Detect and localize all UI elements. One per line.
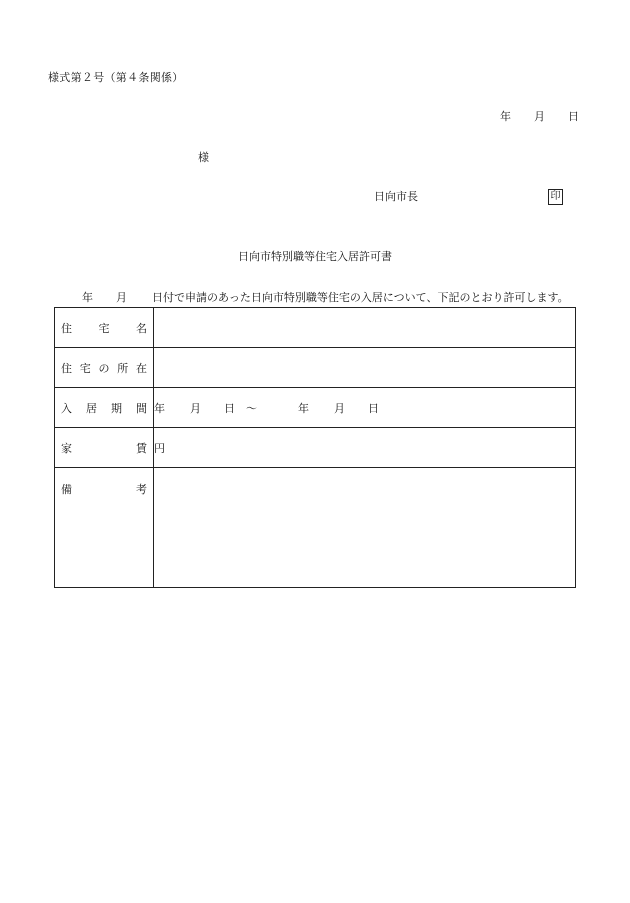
date-day-label: 日 [568,110,579,123]
table-row [55,428,576,468]
issuer-name: 日向市長 [374,190,418,203]
label-occupancy-period [55,388,154,428]
seal-mark: 印 [548,189,563,205]
label-char: 居 [86,401,97,415]
period-separator: ～ [246,401,257,415]
label-char: 宅 [79,361,91,375]
intro-month-label: 月 [116,291,127,304]
issue-date [500,111,579,122]
label-char: 住 [61,321,72,335]
document-title: 日向市特別職等住宅入居許可書 [238,250,392,263]
intro-sentence [82,292,569,303]
period-end-month: 月 [334,401,345,415]
label-remarks [55,468,154,588]
housing-name-field[interactable] [154,308,576,348]
label-char: 間 [136,401,147,415]
table-row [55,308,576,348]
label-char: 家 [61,441,72,455]
remarks-field[interactable] [154,468,576,588]
label-char: 期 [111,401,122,415]
table-row [55,348,576,388]
table-row [55,468,576,588]
label-char: の [98,361,110,375]
intro-year-label: 年 [82,291,93,304]
label-char: 住 [61,361,72,375]
label-char: 所 [117,361,129,375]
label-housing-location [55,348,154,388]
period-start-day: 日 [224,401,235,415]
label-char: 名 [136,321,147,335]
label-char: 考 [136,483,147,496]
permit-table [54,307,576,588]
label-char: 入 [61,401,72,415]
period-end-day: 日 [368,401,379,415]
label-rent [55,428,154,468]
addressee-suffix: 様 [198,151,209,164]
label-char: 宅 [98,321,110,335]
period-start-year: 年 [154,401,165,415]
label-char: 賃 [136,441,147,455]
form-number-label: 様式第２号（第４条関係） [48,71,184,84]
label-housing-name [55,308,154,348]
date-year-label: 年 [500,110,511,123]
period-end-year: 年 [298,401,309,415]
label-char: 在 [136,361,147,375]
rent-unit: 円 [154,441,165,455]
rent-field[interactable] [154,428,576,468]
period-start-month: 月 [190,401,201,415]
occupancy-period-field[interactable] [154,388,576,428]
housing-location-field[interactable] [154,348,576,388]
label-char: 備 [61,483,72,496]
table-row [55,388,576,428]
intro-text: 日付で申請のあった日向市特別職等住宅の入居について、下記のとおり許可します。 [152,291,569,304]
date-month-label: 月 [534,110,545,123]
